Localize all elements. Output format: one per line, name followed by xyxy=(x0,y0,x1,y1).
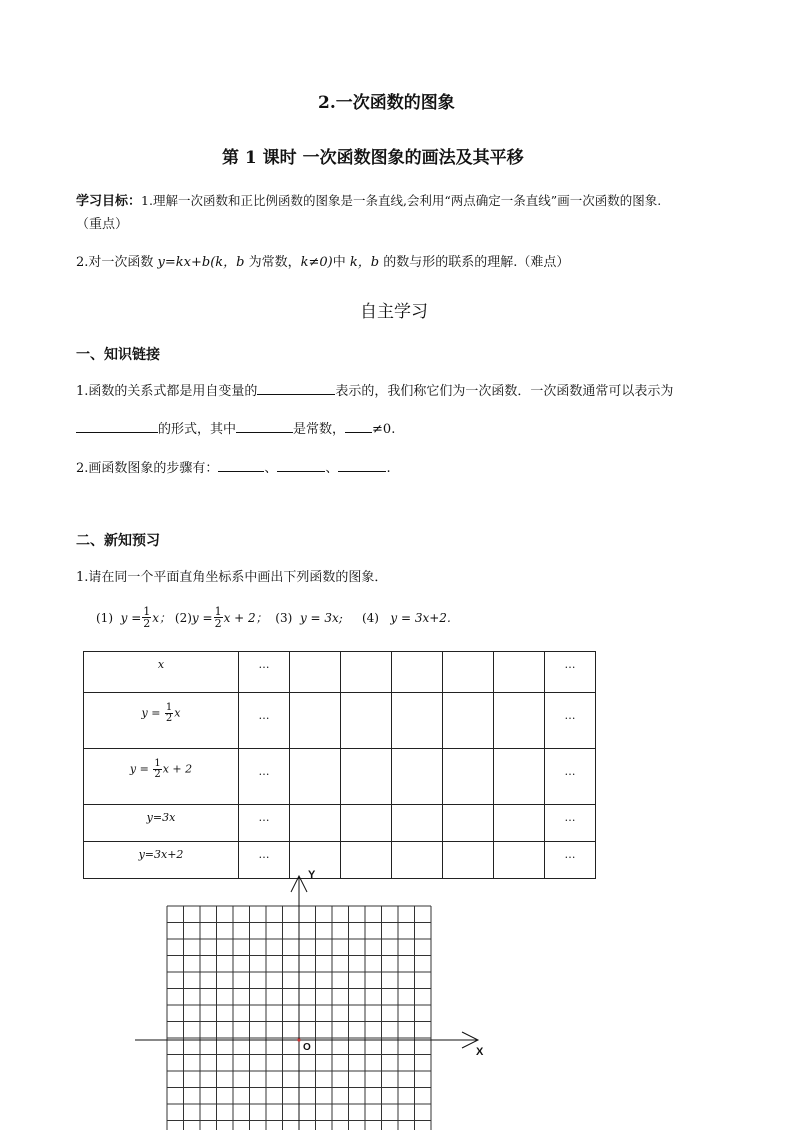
goal-label: 学习目标： xyxy=(76,194,142,209)
goal2-kb: k，b xyxy=(349,255,380,270)
input-cell[interactable] xyxy=(341,693,392,749)
f2-pre: y = xyxy=(191,610,213,625)
table-row xyxy=(84,693,596,749)
r3-fraction xyxy=(153,759,161,780)
r5-label: y=3x+2 xyxy=(138,848,184,861)
r3-post: x + 2 xyxy=(162,762,193,776)
q1-text-a: 1.函数的关系式都是用自变量的 xyxy=(76,384,258,399)
blank-field[interactable] xyxy=(277,458,325,472)
page-title: 2.一次函数的图象 xyxy=(318,93,455,113)
input-cell[interactable] xyxy=(290,652,341,693)
r2-pre: y = xyxy=(141,706,161,720)
blank-field[interactable] xyxy=(345,419,372,433)
f1-pre: y = xyxy=(120,610,142,625)
input-cell[interactable] xyxy=(443,749,494,805)
input-cell[interactable] xyxy=(290,805,341,842)
section-heading-self-study: 自主学习 xyxy=(360,302,428,322)
f1-post: x； xyxy=(152,611,172,625)
row-head-x xyxy=(84,652,239,693)
ellipsis-cell: … xyxy=(239,842,290,879)
input-cell[interactable] xyxy=(290,693,341,749)
r2-post: x xyxy=(174,706,181,720)
part2-heading: 二、新知预习 xyxy=(76,533,160,549)
input-cell[interactable] xyxy=(443,693,494,749)
learning-goal-line2: （重点） xyxy=(76,217,129,232)
row-head-half-x-plus-2 xyxy=(84,749,239,805)
row-head-half-x xyxy=(84,693,239,749)
lesson-subtitle: 第 1 课时 一次函数图象的画法及其平移 xyxy=(222,148,524,168)
question-1-line2 xyxy=(76,418,395,437)
preview-question-1: 1.请在同一个平面直角坐标系中画出下列函数的图象． xyxy=(76,570,388,585)
q1-text-d: 是常数， xyxy=(293,422,346,437)
ellipsis-cell: … xyxy=(239,652,290,693)
f1-label: (1) xyxy=(96,610,113,625)
ellipsis-cell: … xyxy=(545,693,596,749)
f3-expr: y = 3x; xyxy=(299,610,343,625)
coordinate-grid[interactable] xyxy=(0,870,794,1130)
ellipsis-cell: … xyxy=(545,842,596,879)
r4-label: y=3x xyxy=(146,811,176,824)
blank-field[interactable] xyxy=(218,458,264,472)
goal2-c: 中 xyxy=(332,255,350,270)
question-1-line1 xyxy=(76,380,673,399)
x-label: x xyxy=(157,658,165,671)
origin-point xyxy=(297,1038,300,1041)
value-table xyxy=(83,651,596,879)
q2-text: 2.画函数图象的步骤有： xyxy=(76,461,219,476)
r3-numerator: 1 xyxy=(154,758,161,769)
input-cell[interactable] xyxy=(494,652,545,693)
r2-numerator: 1 xyxy=(165,702,173,713)
input-cell[interactable] xyxy=(392,749,443,805)
blank-field[interactable] xyxy=(236,419,293,433)
blank-field[interactable] xyxy=(338,458,386,472)
input-cell[interactable] xyxy=(443,652,494,693)
input-cell[interactable] xyxy=(494,805,545,842)
q2-end: . xyxy=(386,461,391,476)
ellipsis-cell: … xyxy=(545,749,596,805)
table-row xyxy=(84,652,596,693)
q2-sep1: 、 xyxy=(264,461,278,476)
input-cell[interactable] xyxy=(341,652,392,693)
r2-fraction xyxy=(165,703,173,724)
goal-text-1: 1.理解一次函数和正比例函数的图象是一条直线,会利用“两点确定一条直线”画一次函数的图象. xyxy=(141,193,662,208)
table-row xyxy=(84,749,596,805)
question-2 xyxy=(76,457,391,476)
input-cell[interactable] xyxy=(443,805,494,842)
f4-label: (4) xyxy=(361,610,379,625)
input-cell[interactable] xyxy=(392,693,443,749)
ellipsis-cell: … xyxy=(239,693,290,749)
q1-text-e: ≠0. xyxy=(372,422,396,437)
goal2-d: 的数与形的联系的理解.（难点） xyxy=(379,255,570,270)
f2-denominator: 2 xyxy=(214,617,222,630)
ellipsis-cell: … xyxy=(545,652,596,693)
q1-text-c: 的形式，其中 xyxy=(158,422,237,437)
f4-expr: y = 3x+2. xyxy=(390,610,451,625)
q1-text-b: 表示的，我们称它们为一次函数．一次函数通常可以表示为 xyxy=(335,384,674,399)
ellipsis-cell: … xyxy=(545,805,596,842)
ellipsis-cell: … xyxy=(239,805,290,842)
y-axis xyxy=(291,876,307,1130)
f2-post: x + 2； xyxy=(223,611,268,625)
r3-pre: y = xyxy=(129,762,149,776)
part1-heading: 一、知识链接 xyxy=(76,347,160,363)
learning-goal-2 xyxy=(76,251,569,270)
input-cell[interactable] xyxy=(341,749,392,805)
input-cell[interactable] xyxy=(392,652,443,693)
row-head-3x xyxy=(84,805,239,842)
blank-field[interactable] xyxy=(76,419,158,433)
input-cell[interactable] xyxy=(392,805,443,842)
table-row xyxy=(84,805,596,842)
r3-denominator: 2 xyxy=(154,769,161,780)
f1-fraction xyxy=(142,606,151,629)
input-cell[interactable] xyxy=(341,805,392,842)
f2-numerator: 1 xyxy=(214,605,222,618)
f1-numerator: 1 xyxy=(143,605,151,618)
goal2-k: k≠0) xyxy=(300,255,333,270)
goal2-b: 为常数， xyxy=(244,255,301,270)
origin-label: O xyxy=(303,1042,311,1053)
f2-fraction xyxy=(214,606,223,629)
f3-label: (3) xyxy=(275,610,293,625)
f1-denominator: 2 xyxy=(143,617,151,630)
goal2-formula: y=kx+b(k，b xyxy=(157,255,245,270)
function-list xyxy=(96,606,451,629)
r2-denominator: 2 xyxy=(165,713,173,724)
blank-field[interactable] xyxy=(257,381,335,395)
goal2-a: 2.对一次函数 xyxy=(76,255,158,270)
input-cell[interactable] xyxy=(494,749,545,805)
input-cell[interactable] xyxy=(494,693,545,749)
input-cell[interactable] xyxy=(290,749,341,805)
x-axis-label: X xyxy=(476,1046,484,1058)
ellipsis-cell: … xyxy=(239,749,290,805)
f2-label: (2) xyxy=(174,610,192,625)
y-axis-label: Y xyxy=(308,870,316,881)
learning-goal-line1 xyxy=(76,190,661,209)
q2-sep2: 、 xyxy=(325,461,339,476)
